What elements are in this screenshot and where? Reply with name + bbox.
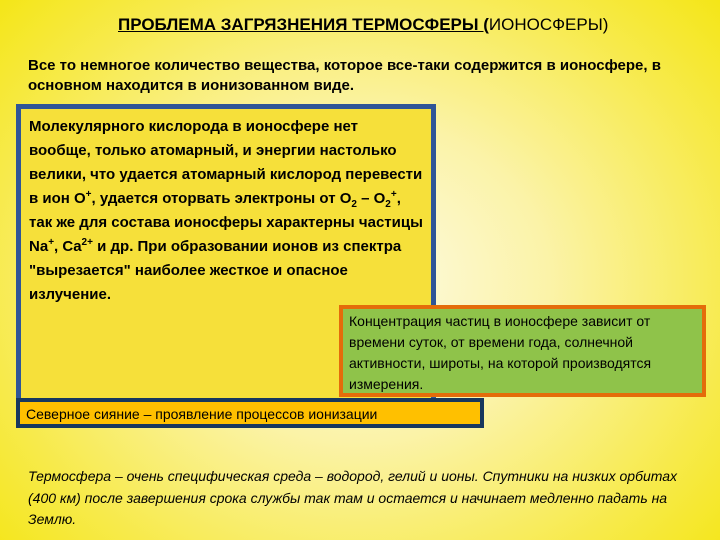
main-text-part-5: , Ca [54,238,82,255]
subscript-2: 2 [385,199,391,210]
main-text [29,118,423,303]
main-text-part-2: , удается оторвать электроны от O [91,190,352,207]
superscript-plus: + [390,189,397,200]
subscript-2: 2 [351,199,357,210]
main-text-part-1: Молекулярного кислорода в ионосфере нет вообще, только атомарный, и энергии настолько велики, что удается атомарный кислород перевести в ион O [29,118,423,207]
thermosphere-note: Термосфера – очень специфическая среда – водород, гелий и ионы. Спутники на низких орбитах (400 км) после завершения срока службы так там и остается и начинает медленно падать на Землю. [28,468,678,527]
main-text-part-6: и др. При образовании ионов из спектра "вырезается" наиболее жесткое и опасное излучение. [29,238,402,303]
page-title [118,14,708,36]
page-title-bold: ПРОБЛЕМА ЗАГРЯЗНЕНИЯ ТЕРМОСФЕРЫ ( [118,15,489,34]
particle-concentration-box: Концентрация частиц в ионосфере зависит от времени суток, от времени года, солнечной активности, широты, на которой производятся измерения. [339,305,706,397]
intro-paragraph: Все то немногое количество вещества, которое все-таки содержится в ионосфере, в основном находится в ионизованном виде. [28,57,661,94]
main-text-part-3: – O [356,190,386,207]
aurora-box: Северное сияние – проявление процессов ионизации [16,398,484,428]
superscript-plus: + [85,189,92,200]
page-title-normal: ИОНОСФЕРЫ) [488,15,609,34]
superscript-plus: + [48,237,55,248]
main-text-part-4: , так же для состава ионосферы характерны частицы Na [29,190,423,255]
superscript-2plus: 2+ [81,237,93,248]
